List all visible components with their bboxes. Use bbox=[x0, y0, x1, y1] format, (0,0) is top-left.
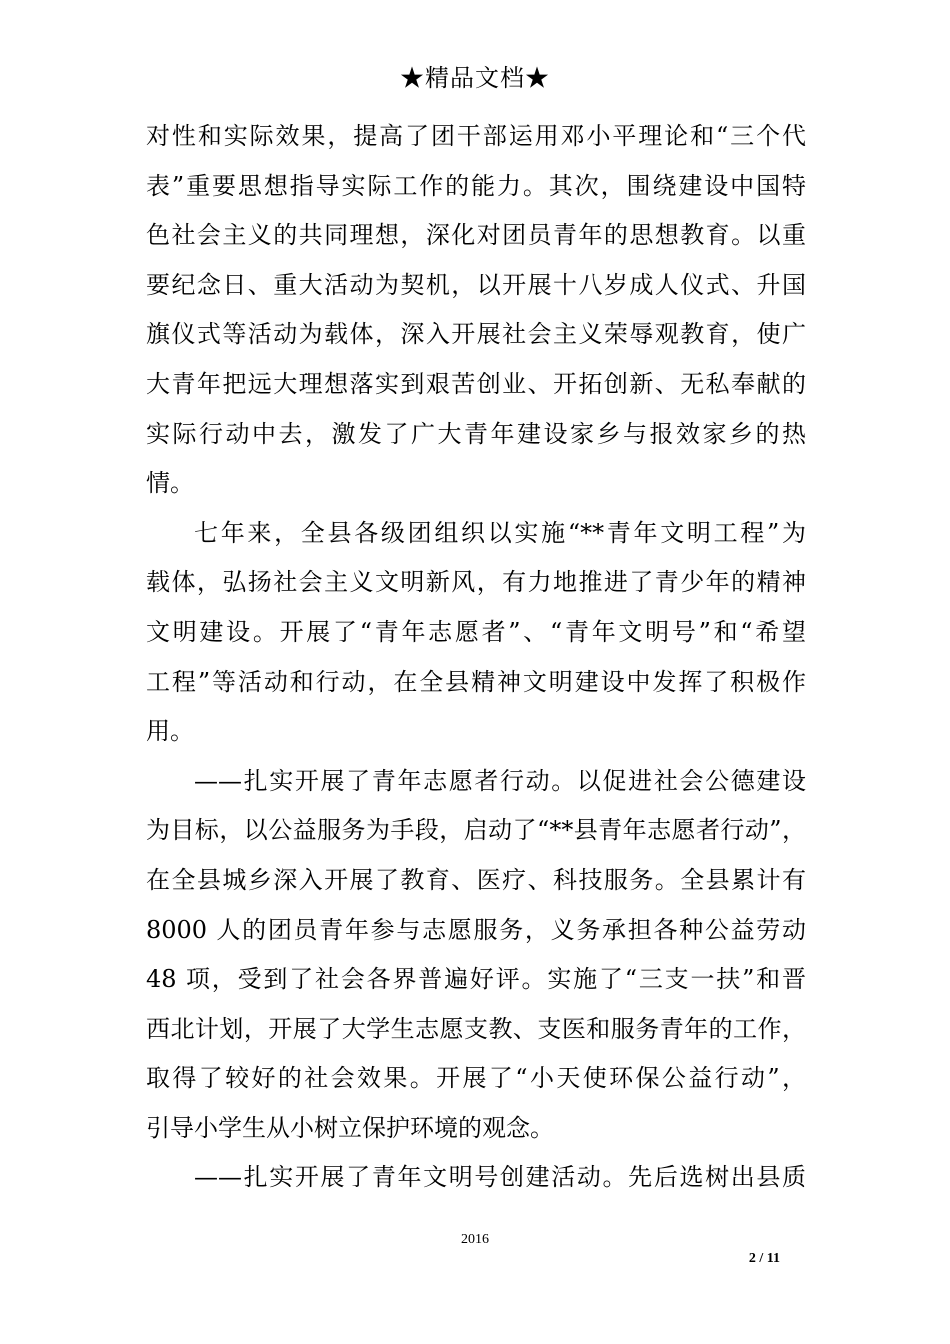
text-line: 对性和实际效果，提高了团干部运用邓小平理论和“三个代 bbox=[146, 122, 806, 150]
paragraph-first-line: ——扎实开展了青年志愿者行动。以促进社会公德建设 bbox=[194, 766, 806, 795]
text-line: 情。 bbox=[146, 469, 194, 498]
text-line: 大青年把远大理想落实到艰苦创业、开拓创新、无私奉献的 bbox=[146, 369, 806, 398]
footer-year: 2016 bbox=[461, 1232, 489, 1247]
paragraph-first-line: ——扎实开展了青年文明号创建活动。先后选树出县质 bbox=[194, 1163, 806, 1192]
text-line: 用。 bbox=[146, 717, 194, 746]
text-line: 工程”等活动和行动，在全县精神文明建设中发挥了积极作 bbox=[146, 667, 806, 696]
text-line: 引导小学生从小树立保护环境的观念。 bbox=[146, 1113, 554, 1142]
text-line: 为目标，以公益服务为手段，启动了“**县青年志愿者行动”， bbox=[146, 816, 806, 845]
text-line: 在全县城乡深入开展了教育、医疗、科技服务。全县累计有 bbox=[146, 865, 806, 894]
document-header-title: ★精品文档★ bbox=[400, 64, 550, 92]
page-number: 2 / 11 bbox=[748, 1251, 780, 1266]
document-body bbox=[146, 112, 806, 1203]
text-line: 8000 人的团员青年参与志愿服务，义务承担各种公益劳动 bbox=[146, 915, 806, 944]
text-line: 要纪念日、重大活动为契机，以开展十八岁成人仪式、升国 bbox=[146, 270, 806, 299]
text-line: 取得了较好的社会效果。开展了“小天使环保公益行动”， bbox=[146, 1064, 806, 1093]
text-line: 表”重要思想指导实际工作的能力。其次，围绕建设中国特 bbox=[146, 171, 806, 200]
text-line: 实际行动中去，激发了广大青年建设家乡与报效家乡的热 bbox=[146, 419, 806, 448]
paragraph-first-line: 七年来，全县各级团组织以实施“**青年文明工程”为 bbox=[194, 518, 806, 547]
text-line: 色社会主义的共同理想，深化对团员青年的思想教育。以重 bbox=[146, 221, 806, 250]
text-line: 旗仪式等活动为载体，深入开展社会主义荣辱观教育，使广 bbox=[146, 320, 806, 349]
text-line: 48 项，受到了社会各界普遍好评。实施了“三支一扶”和晋 bbox=[146, 965, 806, 994]
text-line: 西北计划，开展了大学生志愿支教、支医和服务青年的工作， bbox=[146, 1014, 806, 1043]
text-line: 文明建设。开展了“青年志愿者”、“青年文明号”和“希望 bbox=[146, 617, 806, 646]
text-line: 载体，弘扬社会主义文明新风，有力地推进了青少年的精神 bbox=[146, 568, 806, 597]
